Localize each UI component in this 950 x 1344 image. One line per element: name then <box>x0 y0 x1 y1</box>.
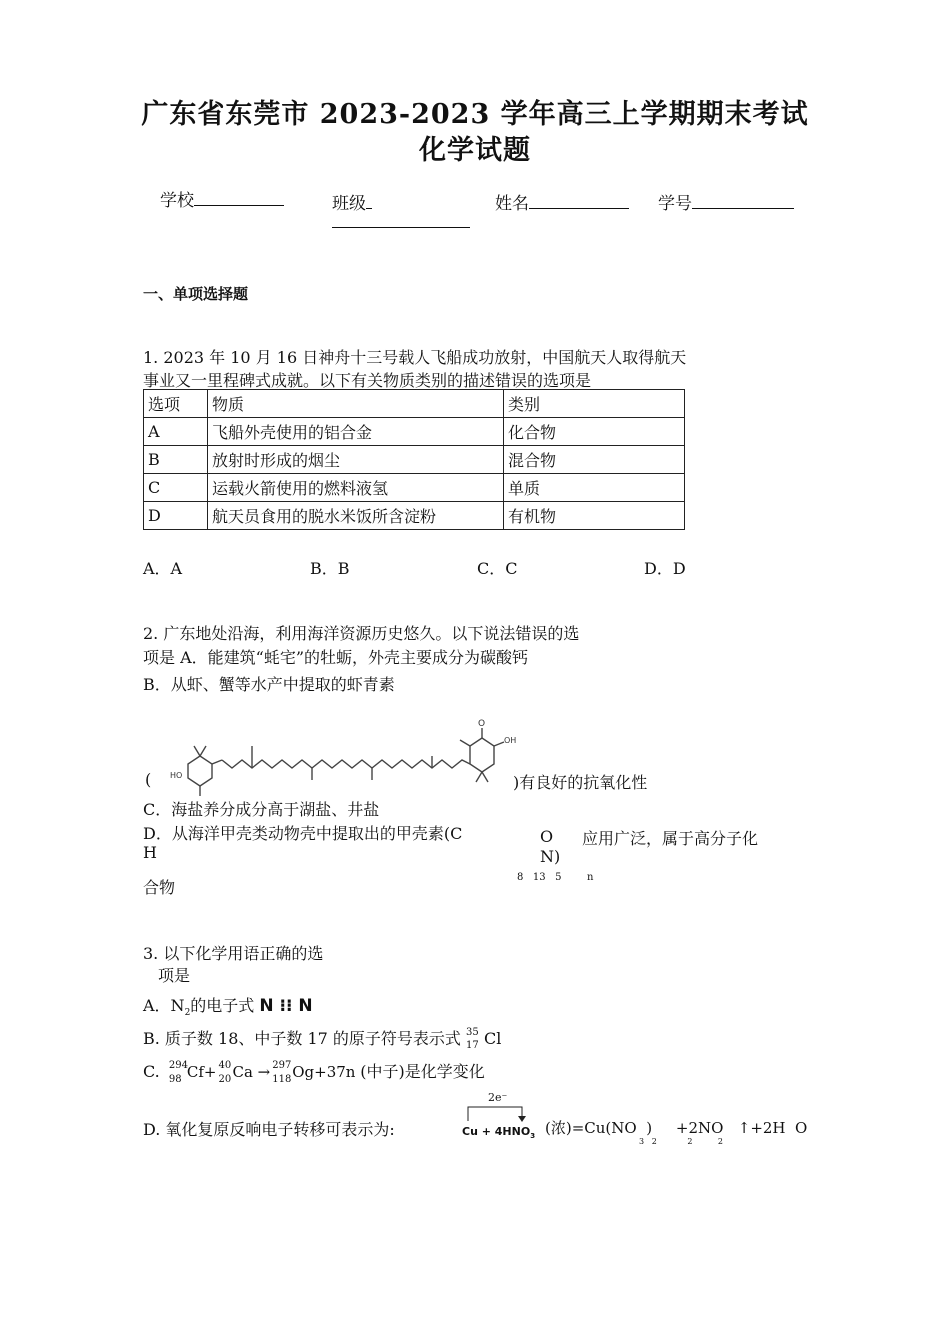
table-cell: 放射时形成的烟尘 <box>208 446 504 474</box>
electron-label: 2e⁻ <box>488 1091 508 1104</box>
q3-b-num: 17 <box>466 1040 479 1051</box>
number-label: 学号 <box>658 194 692 214</box>
table-cell: 有机物 <box>504 502 685 530</box>
number-field[interactable] <box>658 189 794 214</box>
og-mass: 297 <box>272 1060 292 1071</box>
name-blank[interactable] <box>529 191 629 209</box>
q1-line1: 1. 2023 年 10 月 16 日神舟十三号载人飞船成功放射，中国航天人取得航天 <box>143 348 687 367</box>
q2-line1: 2. 广东地处沿海，利用海洋资源历史悠久。以下说法错误的选 <box>143 624 580 643</box>
table-header-cell: 类别 <box>504 390 685 418</box>
table-cell: 化合物 <box>504 418 685 446</box>
q3-b-text: B. 质子数 18、中子数 17 的原子符号表示式 <box>143 1029 461 1048</box>
mol-label-ho: HO <box>170 771 183 780</box>
q2-option-d-cont: 应用广泛，属于高分子化 <box>582 829 759 848</box>
ca-symbol: Ca <box>232 1063 253 1081</box>
class-field[interactable] <box>332 189 372 214</box>
ca-iso <box>216 1060 232 1085</box>
class-label: 班级 <box>332 194 366 214</box>
table-cell: A <box>144 418 208 446</box>
table-row <box>144 446 685 474</box>
mol-label-o: O <box>478 719 486 729</box>
electron-arrow-icon <box>462 1103 542 1123</box>
q3-option-d[interactable]: D. 氧化复原反响电子转移可表示为: <box>143 1120 395 1139</box>
page-title-line2: 化学试题 <box>419 135 531 166</box>
q1-table <box>143 389 685 530</box>
table-cell: 混合物 <box>504 446 685 474</box>
table-cell: 运载火箭使用的燃料液氢 <box>208 474 504 502</box>
q1-line2: 事业又一里程碑式成就。以下有关物质类别的描述错误的选项是 <box>143 371 592 390</box>
q3-d-equation: (浓)=Cu(NO ) +2NO ↑+2H O <box>545 1119 808 1137</box>
cf-num: 98 <box>168 1074 182 1085</box>
polyene-chain <box>222 760 470 768</box>
q3-c-pre: C. <box>143 1062 160 1081</box>
q3-a-formula: N ⁝⁝ N <box>259 996 313 1016</box>
q1-option-b[interactable]: B．B <box>310 559 350 578</box>
q2-after-mol: )有良好的抗氧化性 <box>513 773 648 792</box>
q3-c-equation <box>165 1060 360 1085</box>
name-field[interactable] <box>495 189 629 214</box>
reaction-arrow: → <box>257 1063 271 1081</box>
q3-a-pre: A．N <box>143 996 185 1015</box>
og-iso <box>270 1060 292 1085</box>
table-header-cell: 选项 <box>144 390 208 418</box>
q1-option-c[interactable]: C．C <box>477 559 518 578</box>
q3-option-b[interactable] <box>143 1026 501 1049</box>
table-header-row <box>144 390 685 418</box>
mol-label-oh: OH <box>504 736 517 745</box>
school-blank[interactable] <box>194 188 284 206</box>
q3-line2: 项是 <box>158 966 191 985</box>
school-label: 学校 <box>160 191 194 211</box>
q2-option-d-subscripts: 8 13 5 n <box>517 872 594 883</box>
ca-num: 20 <box>218 1074 232 1085</box>
q2-option-d-n: N) <box>540 847 561 866</box>
q2-option-c[interactable]: C．海盐养分成分高于湖盐、井盐 <box>143 800 380 819</box>
right-ring <box>470 738 494 772</box>
table-cell: 航天员食用的脱水米饭所含淀粉 <box>208 502 504 530</box>
table-cell: 飞船外壳使用的铝合金 <box>208 418 504 446</box>
q2-line2: 项是 A．能建筑“蚝宅”的牡蛎，外壳主要成分为碳酸钙 <box>143 648 529 667</box>
q2-paren-open: ( <box>145 770 152 789</box>
q2-option-d-end: 合物 <box>143 878 176 897</box>
q3-option-a[interactable] <box>143 993 313 1018</box>
school-field[interactable] <box>160 186 284 211</box>
class-blank-line2[interactable] <box>332 227 470 228</box>
table-row <box>144 474 685 502</box>
reactants <box>462 1125 535 1140</box>
q1-option-a[interactable]: A．A <box>143 559 183 578</box>
q2-line3: B．从虾、蟹等水产中提取的虾青素 <box>143 675 395 694</box>
q2-option-d-o: O <box>540 827 554 846</box>
class-blank[interactable] <box>366 191 372 209</box>
table-row <box>144 502 685 530</box>
electron-transfer-diagram <box>462 1091 542 1146</box>
table-header-cell: 物质 <box>208 390 504 418</box>
number-blank[interactable] <box>692 191 794 209</box>
q3-b-el: Cl <box>484 1029 502 1048</box>
q2-option-d-h: H <box>143 843 157 862</box>
left-ring <box>188 756 212 786</box>
og-symbol: Og+37n <box>292 1063 356 1081</box>
q3-d-subscripts: 3 2 2 2 <box>639 1137 723 1146</box>
q3-a-sub: 2 <box>184 1008 191 1019</box>
q3-line1: 3. 以下化学用语正确的选 <box>143 944 324 963</box>
page-title-line1: 广东省东莞市 2023-2023 学年高三上学期期末考试 <box>141 99 809 130</box>
q3-option-c[interactable] <box>143 1059 485 1085</box>
table-cell: C <box>144 474 208 502</box>
q3-c-post: (中子)是化学变化 <box>360 1062 485 1081</box>
table-cell: B <box>144 446 208 474</box>
q3-b-iso <box>466 1027 484 1051</box>
table-cell: D <box>144 502 208 530</box>
name-label: 姓名 <box>495 194 529 214</box>
og-num: 118 <box>272 1074 292 1085</box>
reactants-text: Cu + 4HNO <box>462 1125 531 1138</box>
astaxanthin-structure-image <box>170 716 515 798</box>
q3-a-post: 的电子式 <box>190 996 255 1015</box>
q2-option-d[interactable]: D．从海洋甲壳类动物壳中提取出的甲壳素(C <box>143 824 463 843</box>
q1-option-d[interactable]: D．D <box>644 559 686 578</box>
q3-b-mass: 35 <box>466 1027 479 1038</box>
cf-symbol: Cf+ <box>186 1063 217 1081</box>
cf-mass: 294 <box>168 1060 188 1071</box>
ca-mass: 40 <box>218 1060 232 1071</box>
section-heading: 一、单项选择题 <box>143 285 249 303</box>
cf-iso <box>165 1060 188 1085</box>
table-cell: 单质 <box>504 474 685 502</box>
reactants-sub: 3 <box>530 1132 536 1141</box>
table-row <box>144 418 685 446</box>
